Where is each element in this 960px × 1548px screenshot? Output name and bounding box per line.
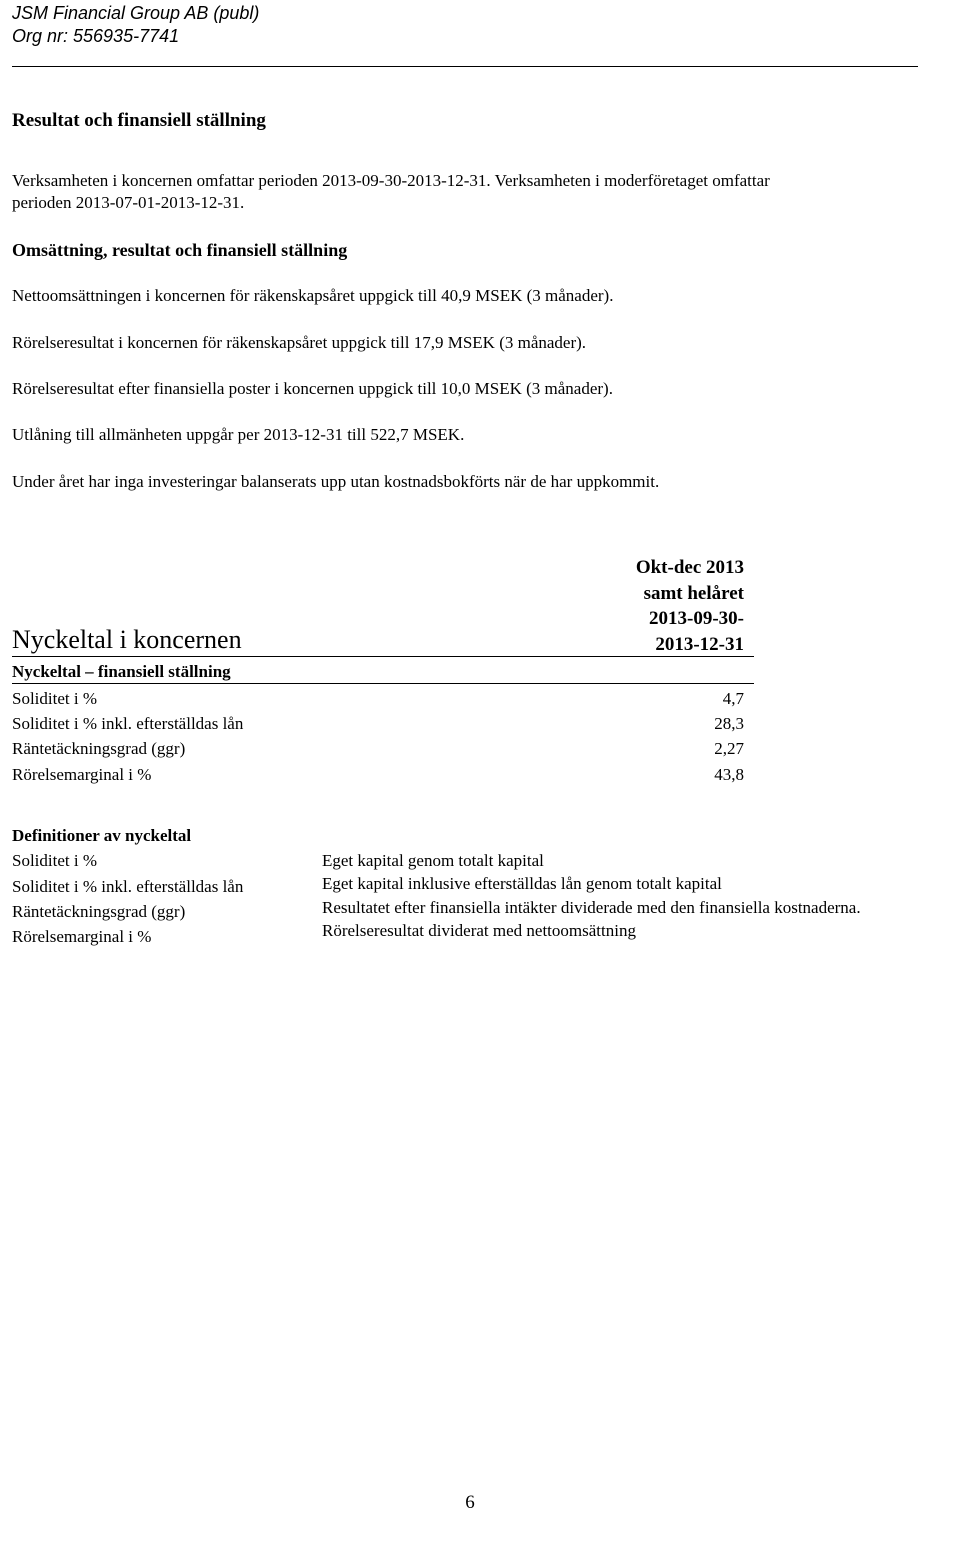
subsection-title: Omsättning, resultat och finansiell ställning [12,240,348,260]
paragraph-result-after-financial: Rörelseresultat efter finansiella poster i koncernen uppgick till 10,0 MSEK (3 månader). [12,379,613,398]
paragraph-lending: Utlåning till allmänheten uppgår per 2013-12-31 till 522,7 MSEK. [12,425,465,444]
definition-term: Soliditet i % [12,851,97,870]
section-title: Resultat och finansiell ställning [12,110,266,131]
intro-line-1: Verksamheten i koncernen omfattar perioden 2013-09-30-2013-12-31. Verksamheten i moderföretaget omfattar [12,171,770,190]
paragraph-investments: Under året har inga investeringar balanserats upp utan kostnadsbokförts när de har uppkommit. [12,472,660,491]
kpi-column-header-line: Okt-dec 2013 [635,557,744,578]
kpi-row-value: 28,3 [714,714,744,733]
intro-line-2: perioden 2013-07-01-2013-12-31. [12,193,245,212]
kpi-table-header-rule [12,656,754,657]
kpi-column-header [544,555,744,657]
kpi-row-value: 43,8 [714,765,744,784]
definitions-title: Definitioner av nyckeltal [12,826,192,845]
kpi-column-header-line: 2013-12-31 [655,633,744,655]
definition-text: Eget kapital inklusive efterställdas lån genom totalt kapital [322,874,722,893]
kpi-row-label: Rörelsemarginal i % [12,765,152,784]
definition-text: Eget kapital genom totalt kapital [322,851,544,870]
definition-term: Soliditet i % inkl. efterställdas lån [12,877,244,896]
kpi-row-value: 4,7 [722,689,744,708]
org-number: Org nr: 556935-7741 [12,26,180,46]
kpi-column-header-line: 2013-09-30- [649,608,744,629]
kpi-column-header-line: samt helåret [643,582,744,604]
kpi-table-title: Nyckeltal i koncernen [12,625,242,654]
definition-term: Rörelsemarginal i % [12,927,152,946]
paragraph-operating-result: Rörelseresultat i koncernen för räkenskapsåret uppgick till 17,9 MSEK (3 månader). [12,333,587,352]
kpi-row-label: Soliditet i % [12,689,97,708]
definition-term: Räntetäckningsgrad (ggr) [12,902,186,921]
kpi-group-label: Nyckeltal – finansiell ställning [12,662,231,681]
kpi-row-value: 2,27 [714,739,744,758]
definition-text: Resultatet efter finansiella intäkter dividerade med den finansiella kostnaderna. [322,898,861,917]
kpi-row-label: Räntetäckningsgrad (ggr) [12,739,186,758]
paragraph-revenue: Nettoomsättningen i koncernen för räkenskapsåret uppgick till 40,9 MSEK (3 månader). [12,286,614,305]
definition-text: Rörelseresultat dividerat med nettoomsättning [322,921,636,940]
kpi-row-label: Soliditet i % inkl. efterställdas lån [12,714,244,733]
page-number: 6 [465,1492,475,1513]
kpi-group-rule [12,683,754,684]
header-divider [12,66,918,67]
company-name: JSM Financial Group AB (publ) [12,3,260,23]
